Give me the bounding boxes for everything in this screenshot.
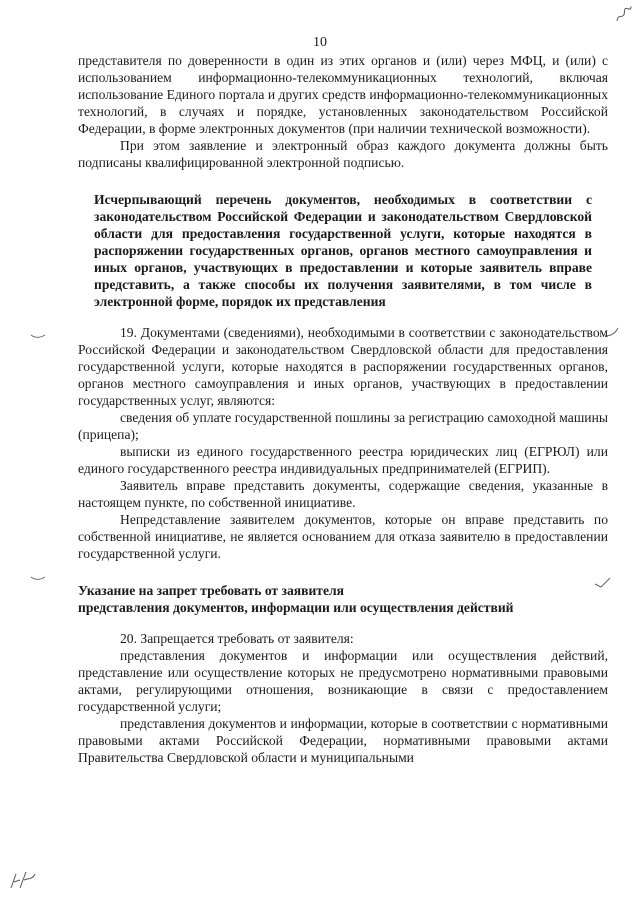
paragraph-19-applicant-right: Заявитель вправе представить документы, содержащие сведения, указанные в настоящем пункте, по собственной инициативе. [78,478,608,510]
page-number: 10 [313,35,327,50]
paragraph-19: 19. Документами (сведениями), необходимыми в соответствии с законодательством Российской Федерации и законодательством Свердловской области для предоставления государственной услуги, которые находятся в распоряжении государственных органов, органов местного самоуправления и иных органов, участвующих в предоставлении государственных услуг, являются: [78,325,608,408]
paragraph-19-item-fee: сведения об уплате государственной пошлины за регистрацию самоходной машины (прицепа); [78,410,608,442]
paragraph-19-item-registry: выписки из единого государственного реестра юридических лиц (ЕГРЮЛ) или единого государственного реестра индивидуальных предпринимателей (ЕГРИП). [78,444,608,476]
paragraph-20-item-a: представления документов и информации или осуществления действий, представление или осуществление которых не предусмотрено нормативными правовыми актами, регулирующими отношения, возникающие в связи с предоставлением государственной услуги; [78,648,608,714]
paragraph-20: 20. Запрещается требовать от заявителя: [120,631,354,646]
paragraph-continuation: представителя по доверенности в один из этих органов и (или) через МФЦ, и (или) с использованием информационно-телекоммуникационных технологий, включая использование Единого портала и других средств информационно-телекоммуникационных технологий, в случаях и порядке, установленных законодательством Российской Федерации, в форме электронных документов (при наличии технической возможности). [78,53,608,136]
paragraph-19-non-submission: Непредставление заявителем документов, которые он вправе представить по собственной инициативе, не является основанием для отказа заявителю в предоставлении государственной услуги. [78,512,608,561]
section-heading-documents: Исчерпывающий перечень документов, необходимых в соответствии с законодательством Российской Федерации и законодательством Свердловской области для предоставления государственной услуги, которые находятся в распоряжении государственных органов, органов местного самоуправления и иных органов, участвующих в предоставлении и которые заявитель вправе представить, а также способы их получения заявителями, в том числе в электронной форме, порядок их представления [94,192,592,309]
margin-tick-left-2 [30,569,46,586]
paragraph-20-item-b: представления документов и информации, которые в соответствии с нормативными правовыми актами Российской Федерации, нормативными правовыми актами Правительства Свердловской области и муниципальными [78,716,608,765]
section-heading-prohibition-line1: Указание на запрет требовать от заявителя [78,583,344,598]
section-heading-prohibition-line2: представления документов, информации или осуществления действий [78,600,514,615]
margin-tick-left [30,327,46,344]
paragraph-signature-note: При этом заявление и электронный образ каждого документа должны быть подписаны квалифицированной электронной подписью. [78,138,608,170]
top-right-margin-mark [611,3,639,30]
body-text [78,52,608,766]
bottom-left-handwritten-mark [8,868,38,895]
